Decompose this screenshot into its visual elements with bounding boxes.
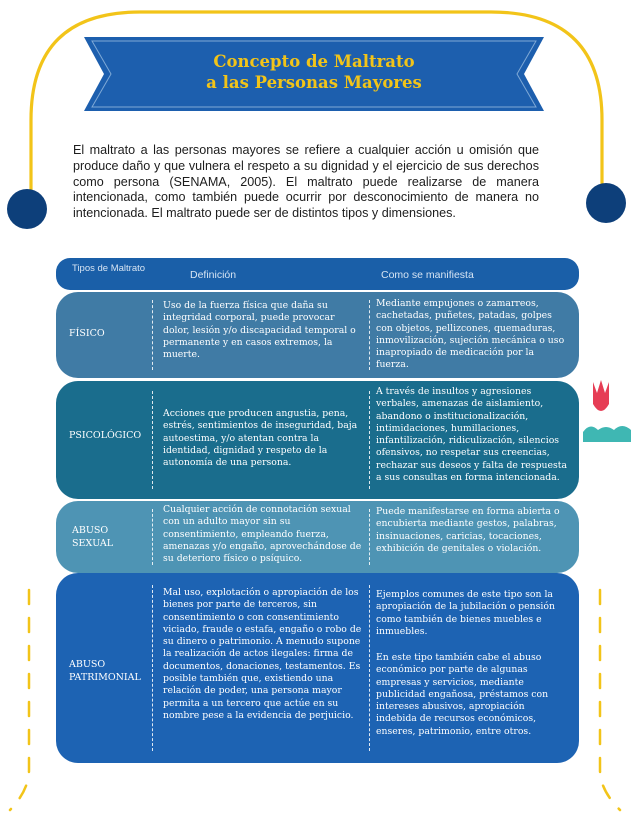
- title-line-2: a las Personas Mayores: [206, 73, 422, 92]
- maltrato-table: [56, 258, 579, 737]
- page-title: [84, 51, 544, 93]
- row-manifestation: Mediante empujones o zamarreos, cachetadas, puñetes, patadas, golpes con objetos, pellizcones, quemaduras, inmovilización, sujeción mecánica o uso inapropiado de medicación por la fuerza.: [376, 298, 565, 371]
- column-divider: [152, 585, 153, 751]
- right-dashed-frame: [600, 590, 620, 810]
- intro-paragraph: El maltrato a las personas mayores se refiere a cualquier acción u omisión que produce daño y que vulnera el respeto a su dignidad y el ejercicio de sus derechos como persona (SENAMA, 2005). El maltrato puede realizarse de manera intencionada, como también puede ocurrir por desconocimiento de manera no intencionada. El maltrato puede ser de distintos tipos y dimensiones.: [73, 143, 539, 221]
- table-row-fisico: [56, 292, 579, 378]
- row-label: PSICOLÓGICO: [69, 430, 142, 441]
- row-label: ABUSO SEXUAL: [72, 525, 114, 549]
- row-label: FÍSICO: [69, 328, 105, 339]
- right-dot: [586, 183, 626, 223]
- header-tipos: Tipos de Maltrato: [72, 263, 146, 274]
- header-manifiesta: Como se manifiesta: [381, 269, 474, 281]
- row-label: ABUSO PATRIMONIAL: [69, 659, 141, 683]
- table-row-abuso-sexual: [56, 501, 579, 573]
- left-dashed-frame: [10, 590, 29, 810]
- column-divider: [152, 509, 153, 565]
- row-manifestation-part-2: En este tipo también cabe el abuso económico por parte de algunas empresas y servicios, mediante publicidad engañosa, préstamos con intereses abusivos, apropiación indebida de recursos económicos, enseres, patrimonio, entre otros.: [376, 652, 549, 737]
- row-definition: Acciones que producen angustia, pena, estrés, sentimientos de inseguridad, baja autoestima, y/o atentan contra la identidad, dignidad y respeto de la autonomía de una persona.: [163, 408, 358, 469]
- tulip-icon: [593, 380, 609, 411]
- row-manifestation: A través de insultos y agresiones verbales, amenazas de aislamiento, abandono o institucionalización, intimidaciones, humillaciones, infantilización, ridiculización, silencios ofensivos, no respetar sus creencias, rechazar sus deseos y falta de respuesta a sus consultas en forma intencionada.: [376, 386, 568, 484]
- column-divider: [152, 300, 153, 370]
- row-definition: Uso de la fuerza física que daña su integridad corporal, puede provocar dolor, lesión y/o discapacidad temporal o permanente y en casos extremos, la muerte.: [163, 300, 356, 361]
- table-row-psicologico: [56, 381, 579, 499]
- column-divider: [369, 391, 370, 489]
- row-manifestation: Puede manifestarse en forma abierta o encubierta mediante gestos, palabras, insinuaciones, caricias, tocaciones, exhibición de genitales o violación.: [376, 506, 560, 554]
- table-header: [56, 258, 579, 290]
- table-row-abuso-patrimonial: [56, 573, 579, 763]
- column-divider: [152, 391, 153, 489]
- title-banner: [84, 37, 544, 111]
- column-divider: [369, 585, 370, 751]
- row-manifestation-part-1: Ejemplos comunes de este tipo son la apropiación de la jubilación o pensión como también de bienes muebles e inmuebles.: [376, 589, 555, 637]
- left-dot: [7, 189, 47, 229]
- title-line-1: Concepto de Maltrato: [213, 52, 415, 71]
- wave-icon: [583, 426, 631, 442]
- header-definicion: Definición: [190, 269, 237, 281]
- row-definition: Mal uso, explotación o apropiación de los bienes por parte de terceros, sin consentimiento o con consentimiento viciado, fraude o estafa, engaño o robo de su dinero o patrimonio. A menudo supone la realización de actos ilegales: firma de documentos, donaciones, testamentos. Es posible también que, existiendo una relación de poder, una persona mayor permita a un tercero que actúe en su nombre pese a la evidencia de perjuicio.: [163, 587, 362, 721]
- row-definition: Cualquier acción de connotación sexual con un adulto mayor sin su consentimiento, empleando fuerza, amenazas y/o engaño, aprovechándose de su deterioro físico o psíquico.: [163, 504, 362, 565]
- column-divider: [369, 509, 370, 565]
- column-divider: [369, 300, 370, 370]
